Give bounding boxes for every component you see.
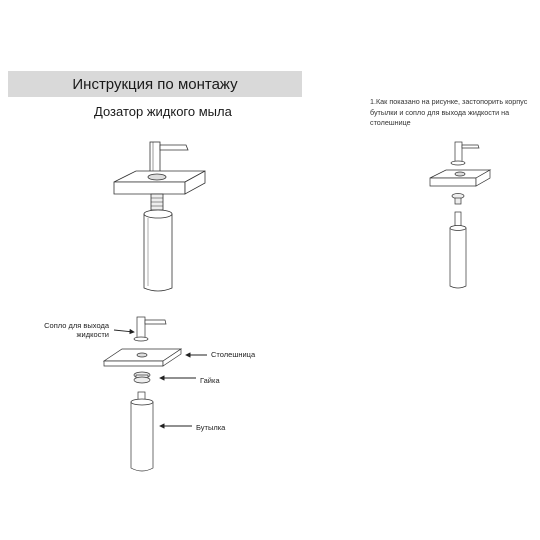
page-subtitle: Дозатор жидкого мыла (94, 104, 232, 119)
label-bottle: Бутылка (196, 423, 226, 432)
exploded-small-drawing (430, 142, 490, 288)
label-nut: Гайка (200, 376, 220, 385)
instruction-step-1: 1.Как показано на рисунке, застопорить корпус бутылки и сопло для выхода жидкости на столешнице (370, 97, 528, 127)
header-title: Инструкция по монтажу (8, 71, 302, 97)
exploded-labeled-drawing (104, 317, 181, 471)
label-arrows (114, 330, 207, 426)
assembled-dispenser-drawing (114, 142, 205, 291)
label-countertop: Столешница (211, 350, 256, 359)
label-spout: Сопло для выхода жидкости (44, 321, 109, 339)
